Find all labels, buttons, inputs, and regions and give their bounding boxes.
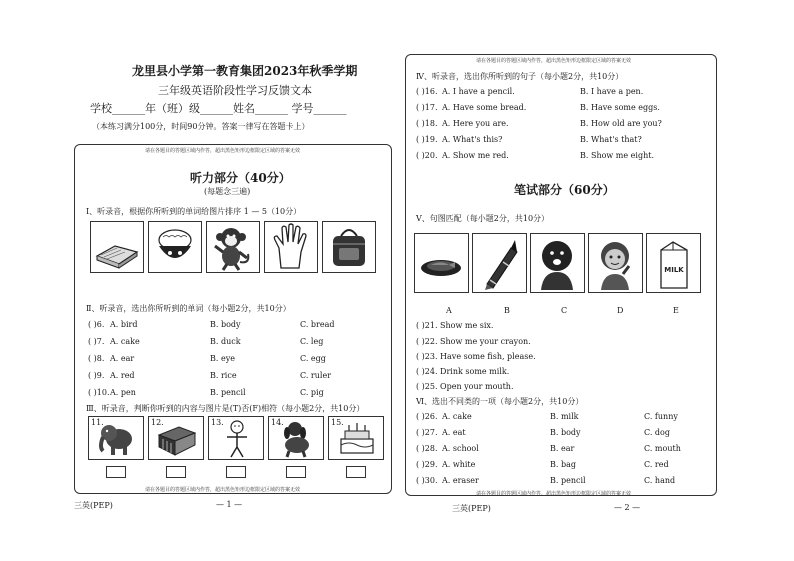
question-6	[88, 320, 335, 329]
question-16	[416, 87, 644, 96]
question-number: ( )7.	[88, 337, 105, 346]
section-4-title: Ⅳ、听录音，选出你所听到的句子（每小题2分，共10分）	[416, 72, 624, 81]
question-12-number: 12.	[151, 418, 164, 427]
option-b[interactable]: B. duck	[210, 337, 241, 346]
letter-b: B	[504, 306, 510, 315]
option-a[interactable]: A. I have a pencil.	[442, 87, 515, 96]
picture-dog	[268, 416, 324, 460]
question-24[interactable]: ( )24. Drink some milk.	[416, 367, 510, 376]
answer-box-11[interactable]	[106, 466, 126, 478]
question-number: ( )16.	[416, 87, 438, 96]
option-a[interactable]: A. pen	[110, 388, 136, 397]
option-b[interactable]: B. rice	[210, 371, 237, 380]
picture-mouth	[530, 233, 585, 293]
section-3-title: Ⅲ、听录音，判断你听到的内容与图片是(T)否(F)相符（每小题2分，共10分）	[86, 404, 365, 413]
fish-plate-icon	[415, 234, 468, 292]
picture-bag	[322, 221, 376, 273]
option-b[interactable]: B. pencil	[210, 388, 246, 397]
option-c[interactable]: C. dog	[644, 428, 670, 437]
picture-crayon	[472, 233, 527, 293]
monkey-icon	[207, 222, 259, 272]
crayon-icon	[473, 234, 526, 292]
answer-box-15[interactable]	[346, 466, 366, 478]
book-icon	[91, 222, 143, 272]
question-30	[416, 476, 676, 485]
question-number: ( )26.	[416, 412, 438, 421]
girl-icon	[589, 234, 642, 292]
left-footer-subject: 三英(PEP)	[74, 501, 113, 510]
letter-e: E	[673, 306, 679, 315]
picture-elephant	[88, 416, 144, 460]
picture-birthday-cake	[328, 416, 384, 460]
question-number: ( )10.	[88, 388, 110, 397]
option-c[interactable]: C. funny	[644, 412, 678, 421]
picture-rice	[148, 221, 202, 273]
option-c[interactable]: C. bread	[300, 320, 335, 329]
question-21[interactable]: ( )21. Show me six.	[416, 321, 494, 330]
option-b[interactable]: B. body	[210, 320, 241, 329]
milk-carton-icon	[647, 234, 700, 292]
section-6-title: Ⅵ、选出不同类的一项（每小题2分，共10分）	[416, 397, 584, 406]
right-footer-subject: 三英(PEP)	[452, 504, 491, 513]
option-c[interactable]: C. leg	[300, 337, 324, 346]
option-b[interactable]: B. Show me eight.	[580, 151, 654, 160]
option-b[interactable]: B. body	[550, 428, 581, 437]
question-25[interactable]: ( )25. Open your mouth.	[416, 382, 514, 391]
question-number: ( )19.	[416, 135, 438, 144]
answer-box-12[interactable]	[166, 466, 186, 478]
question-number: ( )9.	[88, 371, 105, 380]
option-a[interactable]: A. school	[442, 444, 479, 453]
rice-icon	[149, 222, 201, 272]
question-22[interactable]: ( )22. Show me your crayon.	[416, 337, 531, 346]
option-a[interactable]: A. eat	[442, 428, 466, 437]
option-a[interactable]: A. What's this?	[442, 135, 503, 144]
option-c[interactable]: C. red	[644, 460, 669, 469]
question-28	[416, 444, 681, 453]
option-c[interactable]: C. mouth	[644, 444, 681, 453]
question-27	[416, 428, 670, 437]
question-8	[88, 354, 326, 363]
student-info-line: 学校______年（班）级______姓名______ 学号______	[90, 102, 347, 115]
question-number: ( )6.	[88, 320, 105, 329]
picture-boy	[208, 416, 264, 460]
right-top-notice: 请在各题目的答题区域内作答，超出黑色矩形边框限定区域的答案无效	[476, 58, 632, 64]
question-9	[88, 371, 332, 380]
question-23[interactable]: ( )23. Have some fish, please.	[416, 352, 536, 361]
answer-box-14[interactable]	[286, 466, 306, 478]
mouth-icon	[531, 234, 584, 292]
question-14-number: 14.	[271, 418, 284, 427]
question-11-number: 11.	[91, 418, 104, 427]
left-bottom-notice: 请在各题目的答题区域内作答，超出黑色矩形边框限定区域的答案无效	[145, 487, 301, 493]
section-5-title: Ⅴ、句图匹配（每小题2分，共10分）	[416, 214, 550, 223]
question-15-number: 15.	[331, 418, 344, 427]
listening-subtitle: (每题念三遍)	[204, 187, 251, 196]
section-1-title: Ⅰ、听录音，根据你所听到的单词给图片排序 1 — 5（10分）	[86, 207, 302, 216]
question-number: ( )30.	[416, 476, 438, 485]
question-29	[416, 460, 669, 469]
question-20	[416, 151, 654, 160]
option-a[interactable]: A. Here you are.	[442, 119, 509, 128]
right-bottom-notice: 请在各题目的答题区域内作答，超出黑色矩形边框限定区域的答案无效	[476, 491, 632, 497]
option-c[interactable]: C. pig	[300, 388, 324, 397]
option-b[interactable]: B. I have a pen.	[580, 87, 644, 96]
question-19	[416, 135, 642, 144]
option-c[interactable]: C. ruler	[300, 371, 332, 380]
option-a[interactable]: A. bird	[110, 320, 138, 329]
option-c[interactable]: C. egg	[300, 354, 326, 363]
option-a[interactable]: A. cake	[442, 412, 472, 421]
question-number: ( )29.	[416, 460, 438, 469]
question-number: ( )27.	[416, 428, 438, 437]
exam-subtitle: 三年级英语阶段性学习反馈文本	[158, 84, 312, 97]
option-a[interactable]: A. cake	[110, 337, 140, 346]
question-18	[416, 119, 662, 128]
question-13-number: 13.	[211, 418, 224, 427]
bag-icon	[323, 222, 375, 272]
option-a[interactable]: A. Have some bread.	[442, 103, 527, 112]
option-b[interactable]: B. pencil	[550, 476, 586, 485]
picture-girl	[588, 233, 643, 293]
section-2-title: Ⅱ、听录音，选出你所听到的单词（每小题2分，共10分）	[86, 304, 291, 313]
picture-book	[90, 221, 144, 273]
question-number: ( )18.	[416, 119, 438, 128]
option-b[interactable]: B. bag	[550, 460, 576, 469]
option-a[interactable]: A. red	[110, 371, 135, 380]
hand-icon	[265, 222, 317, 272]
option-a[interactable]: A. eraser	[442, 476, 479, 485]
letter-c: C	[561, 306, 568, 315]
question-number: ( )17.	[416, 103, 438, 112]
picture-fish-plate	[414, 233, 469, 293]
question-number: ( )28.	[416, 444, 438, 453]
option-a[interactable]: A. Show me red.	[442, 151, 509, 160]
option-b[interactable]: B. Have some eggs.	[580, 103, 660, 112]
exam-note: （本练习满分100分，时间90分钟。答案一律写在答题卡上）	[92, 122, 310, 131]
option-b[interactable]: B. ear	[550, 444, 575, 453]
option-c[interactable]: C. hand	[644, 476, 676, 485]
right-footer-page: — 2 —	[614, 503, 641, 512]
question-number: ( )20.	[416, 151, 438, 160]
exam-title: 龙里县小学第一教育集团2023年秋季学期	[132, 64, 358, 78]
picture-milk-carton	[646, 233, 701, 293]
answer-box-13[interactable]	[226, 466, 246, 478]
option-b[interactable]: B. milk	[550, 412, 579, 421]
question-26	[416, 412, 678, 421]
milk-label: MILK	[664, 266, 684, 274]
picture-pencil-box	[148, 416, 204, 460]
question-17	[416, 103, 660, 112]
picture-hand	[264, 221, 318, 273]
question-10	[88, 388, 324, 397]
letter-d: D	[617, 306, 624, 315]
question-7	[88, 337, 324, 346]
option-a[interactable]: A. ear	[110, 354, 135, 363]
written-title: 笔试部分（60分）	[514, 183, 615, 197]
letter-a: A	[446, 306, 452, 315]
question-number: ( )8.	[88, 354, 105, 363]
option-b[interactable]: B. How old are you?	[580, 119, 662, 128]
left-footer-page: — 1 —	[216, 500, 243, 509]
option-a[interactable]: A. white	[442, 460, 476, 469]
option-b[interactable]: B. What's that?	[580, 135, 642, 144]
option-b[interactable]: B. eye	[210, 354, 235, 363]
picture-monkey	[206, 221, 260, 273]
left-top-notice: 请在各题目的答题区域内作答，超出黑色矩形边框限定区域的答案无效	[145, 148, 301, 154]
listening-title: 听力部分（40分）	[190, 171, 291, 185]
